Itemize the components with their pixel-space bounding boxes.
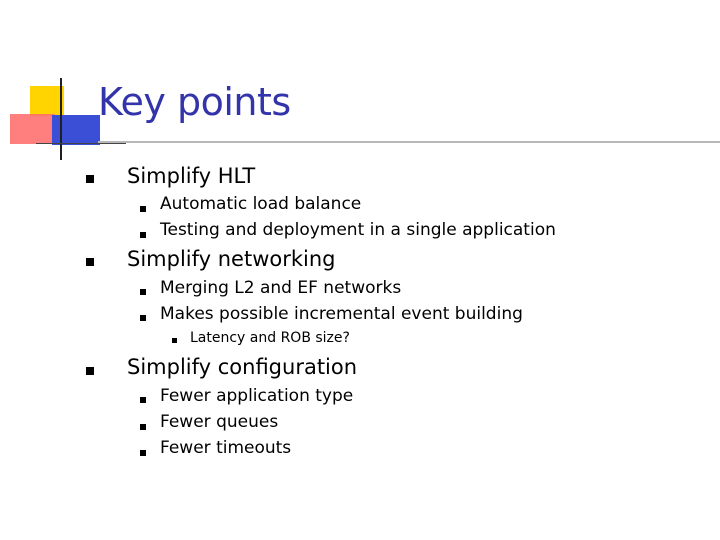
square-bullet-icon: [140, 424, 146, 430]
square-bullet-icon: [140, 450, 146, 456]
point-simplify-hlt: Simplify HLT: [127, 164, 256, 188]
subpoint-incremental-event-building: Makes possible incremental event building: [160, 304, 523, 324]
title-underline: [98, 141, 720, 143]
square-bullet-icon: [86, 175, 94, 183]
subpoint-fewer-application-type: Fewer application type: [160, 386, 354, 406]
square-bullet-icon: [140, 206, 146, 212]
square-bullet-icon: [172, 338, 177, 343]
square-bullet-icon: [86, 367, 94, 375]
square-bullet-icon: [140, 315, 146, 321]
logo-horizontal-line: [36, 143, 126, 144]
square-bullet-icon: [86, 258, 94, 266]
square-bullet-icon: [140, 289, 146, 295]
point-simplify-networking: Simplify networking: [127, 247, 336, 271]
subsubpoint-latency-rob-size: Latency and ROB size?: [190, 330, 350, 346]
square-bullet-icon: [140, 232, 146, 238]
subpoint-fewer-queues: Fewer queues: [160, 412, 279, 432]
square-bullet-icon: [140, 397, 146, 403]
logo-yellow-square: [30, 86, 64, 116]
subpoint-merging-networks: Merging L2 and EF networks: [160, 278, 402, 298]
subpoint-automatic-load-balance: Automatic load balance: [160, 194, 362, 214]
logo-vertical-line: [60, 78, 62, 160]
subpoint-fewer-timeouts: Fewer timeouts: [160, 438, 292, 458]
slide-title: Key points: [98, 80, 291, 124]
logo-red-square: [10, 114, 55, 144]
point-simplify-configuration: Simplify configuration: [127, 355, 358, 379]
subpoint-testing-deployment: Testing and deployment in a single application: [160, 220, 556, 240]
